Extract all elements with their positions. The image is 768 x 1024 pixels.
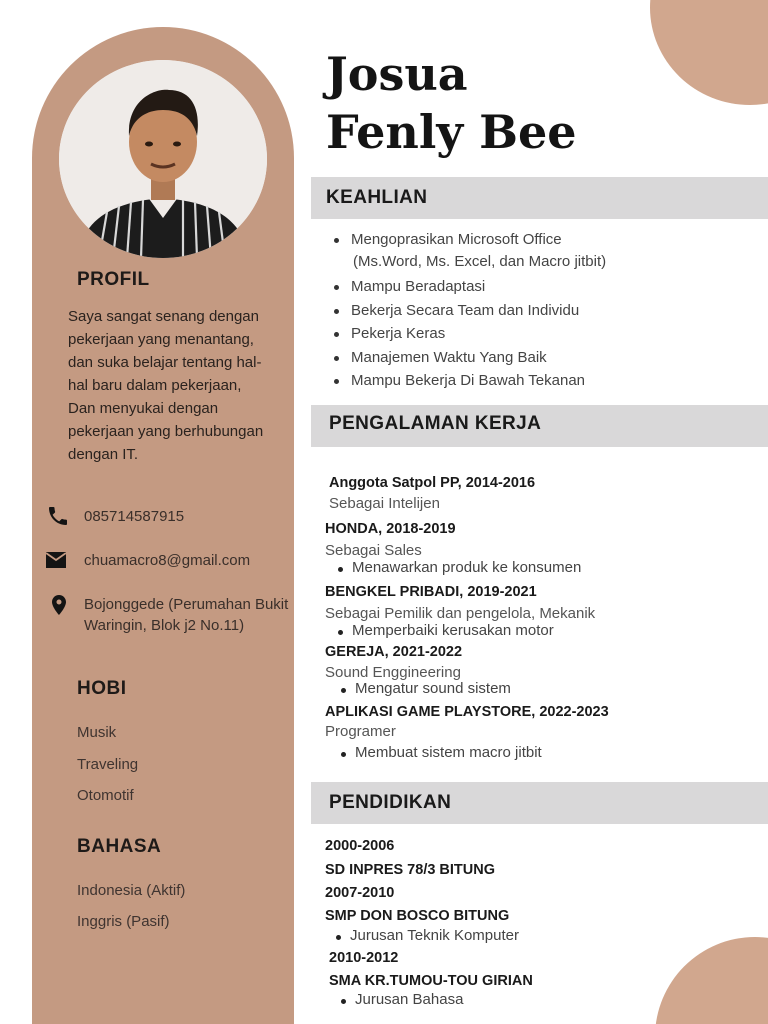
education-year: 2007-2010: [325, 885, 395, 901]
education-year: 2000-2006: [325, 838, 395, 854]
experience-title: GEREJA, 2021-2022: [325, 644, 463, 660]
mail-icon: [44, 548, 68, 572]
skill-item-continuation: (Ms.Word, Ms. Excel, dan Macro jitbit): [353, 253, 607, 270]
education-bullet: Jurusan Teknik Komputer: [330, 927, 519, 944]
education-school: SMA KR.TUMOU-TOU GIRIAN: [329, 973, 533, 989]
location-pin-icon: [47, 593, 71, 617]
experience-role: Sound Enggineering: [325, 664, 461, 681]
experience-title: HONDA, 2018-2019: [325, 521, 456, 537]
education-year: 2010-2012: [329, 950, 399, 966]
hobi-heading: HOBI: [77, 678, 127, 699]
education-school: SD INPRES 78/3 BITUNG: [325, 862, 496, 878]
phone-icon: [46, 504, 70, 528]
experience-role: Sebagai Intelijen: [329, 495, 440, 512]
skill-item: Pekerja Keras: [332, 322, 585, 346]
experience-role: Sebagai Pemilik dan pengelola, Mekanik: [325, 605, 596, 622]
phone-number: 085714587915: [84, 508, 185, 525]
pendidikan-heading: PENDIDIKAN: [329, 792, 452, 813]
experience-title: APLIKASI GAME PLAYSTORE, 2022-2023: [325, 704, 609, 720]
decorative-circle-bottom: [655, 937, 768, 1024]
experience-bullet: Membuat sistem macro jitbit: [335, 744, 542, 761]
experience-title: BENGKEL PRIBADI, 2019-2021: [325, 584, 537, 600]
decorative-circle-top: [650, 0, 768, 105]
experience-bullet: Menawarkan produk ke konsumen: [332, 559, 581, 576]
education-bullet: Jurusan Bahasa: [335, 991, 463, 1008]
skill-item: Bekerja Secara Team dan Individu: [332, 299, 585, 323]
skill-item: Mampu Bekerja Di Bawah Tekanan: [332, 369, 585, 393]
skill-item: Mampu Beradaptasi: [332, 275, 585, 299]
bahasa-item: Indonesia (Aktif): [77, 882, 186, 899]
hobi-item: Traveling: [77, 756, 139, 773]
experience-title: Anggota Satpol PP, 2014-2016: [329, 475, 536, 491]
education-school: SMP DON BOSCO BITUNG: [325, 908, 510, 924]
keahlian-heading: KEAHLIAN: [326, 187, 428, 208]
name-first: Josua: [326, 47, 468, 101]
pengalaman-heading: PENGALAMAN KERJA: [329, 413, 542, 434]
profil-heading: PROFIL: [77, 269, 150, 290]
name-last: Fenly Bee: [326, 105, 577, 159]
bahasa-item: Inggris (Pasif): [77, 913, 170, 930]
hobi-item: Musik: [77, 724, 117, 741]
bahasa-heading: BAHASA: [77, 836, 162, 857]
hobi-item: Otomotif: [77, 787, 134, 804]
experience-bullet: Mengatur sound sistem: [335, 680, 511, 697]
profil-text: Saya sangat senang dengan pekerjaan yang menantang, dan suka belajar tentang hal-hal baru dalam pekerjaan, Dan menyukai dengan pekerjaan yang berhubungan dengan IT.: [68, 308, 264, 463]
experience-role: Programer: [325, 723, 396, 740]
email-address: chuamacro8@gmail.com: [84, 552, 251, 569]
skill-item: Mengoprasikan Microsoft Office: [332, 228, 585, 252]
address: Bojonggede (Perumahan Bukit Waringin, Blok j2 No.11): [84, 596, 289, 634]
experience-bullet: Memperbaiki kerusakan motor: [332, 622, 554, 639]
profile-photo: [59, 60, 267, 258]
profile-photo-illustration: [59, 60, 267, 258]
skill-item: Manajemen Waktu Yang Baik: [332, 346, 585, 370]
experience-role: Sebagai Sales: [325, 542, 422, 559]
